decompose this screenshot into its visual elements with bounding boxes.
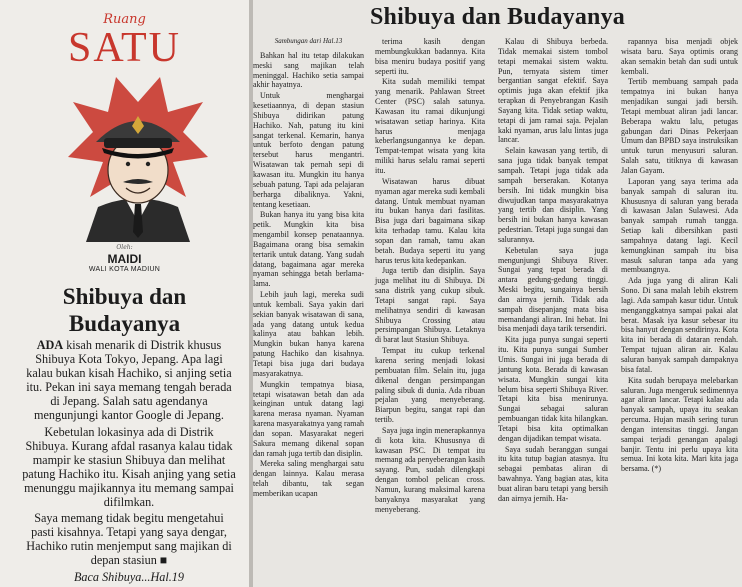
- article-column-4: [621, 37, 738, 475]
- article-paragraph: Bukan hanya itu yang bisa kita petik. Mungkin kita bisa mengambil konsep penataannya. Bagaimana orang bisa semakin tertarik untuk datang. Yang sudah datang, bagaimana agar mereka nyaman sehingga betah berlama-lama.: [253, 210, 364, 289]
- section-title: SATU: [67, 25, 182, 71]
- article-paragraph: terima kasih dengan membungkukkan badannya. Kita bisa meniru budaya positif yang seperti itu.: [375, 37, 485, 76]
- article-paragraph: Kalau di Shibuya berbeda. Tidak memakai sistem tombol tetapi memakai sistem waktu. Pun, ternyata sistem timer bergantian sangat efektif. Saya optimis juga akan efektif jika terapkan di Penyebrangan Kasih Sayang kita. Tidak setiap waktu, tetapi di jam ramai saja. Pejalan kaki nyaman, arus lalu lintas juga lancar.: [498, 37, 608, 145]
- article-column-3: [498, 37, 608, 505]
- left-column-panel: [0, 0, 249, 587]
- article-paragraph: Wisatawan harus dibuat nyaman agar mereka sudi kembali datang. Untuk membuat nyaman itu bukan hanya dari fasilitas. Bisa juga dari bagaimana sikap kita terhadap tamu. Kalau kita sopan dan ramah, tamu akan betah. Budaya seperti itu yang harus terus kita kedepankan.: [375, 176, 485, 265]
- lead-paragraphs: [22, 338, 236, 586]
- article-paragraph: rapannya bisa menjadi objek wisata baru. Saya optimis orang akan semakin betah dan sudi untuk kembali.: [621, 37, 738, 76]
- end-mark-icon: ■: [159, 553, 168, 568]
- author-name: MAIDI: [107, 252, 142, 266]
- article-column-1: [253, 37, 364, 500]
- author-role: WALI KOTA MADIUN: [88, 266, 161, 273]
- cap-band: [104, 138, 172, 148]
- column-headline: [0, 283, 249, 337]
- continued-from-label: Sambungan dari Hal.13: [274, 37, 343, 45]
- article-paragraph: Mungkin tempatnya biasa, tetapi wisatawan betah dan ada keinginan untuk datang lagi karena merasa nyaman. Nyaman karena masyarakatnya yang ramah dan sopan. Masyarakat negeri Sakura memang dikenal sopan dan ramah juga tertib dan disiplin.: [253, 379, 364, 458]
- article-paragraph: Saya sudah beranggan sungai itu kita tutup bagian atasnya. Itu sebagai pembatas aliran di bawahnya. Yang bagian atas, kita buat aliran baru tetapi yang bersih dan airnya jernih. Ha-: [498, 444, 608, 503]
- lead-paragraph-3: [22, 511, 236, 567]
- article-column-2: [375, 37, 485, 516]
- author-caricature-illustration: [68, 72, 208, 242]
- headline-line-2: Budayanya: [68, 311, 181, 336]
- headline-line-1: Shibuya dan: [62, 284, 187, 309]
- article-paragraph: Tempat itu cukup terkenal karena sering menjadi lokasi pembuatan film. Selain itu, juga dikenal dengan persimpangan paling sibuk di dunia. Ada ribuan pejalan yang menyeberang. Biarpun begitu, sangat rapi dan tertib.: [375, 346, 485, 425]
- lead-paragraph-2: Kebetulan lokasinya ada di Distrik Shibuya. Kurang afdal rasanya kalau tidak mampir ke stasiun Shibuya dan melihat patung Hachiko itu. Kisah anjing yang setia menunggu majikannya itu memang sampai difilmkan.: [22, 424, 236, 510]
- article-paragraph: Tertib membuang sampah pada tempatnya ini bukan hanya menjadikan sungai jadi bersih. Tetapi membuat aliran jadi lancar. Beberapa waktu lalu, petugas gabungan dari Dinas Pekerjaan Umum dan BPBD saya instruksikan untuk turun menyusuri saluran. Salah satu, titiknya di kawasan Jalan Gayam.: [621, 77, 738, 175]
- eye-left: [126, 162, 130, 166]
- continued-article-panel: [253, 0, 742, 587]
- article-paragraph: Ada juga yang di aliran Kali Sono. Di sana malah lebih ekstrem lagi. Ada sampah kasur tidur. Untuk menganggkatnya sampai pakai alat berat. Masak iya kasur sebesar itu bisa hanyut dengan sendirinya. Kota kita ini berada di dataran rendah. Tempat tujuan aliran air. Kalau saluran banyak sampah dampaknya bisa fatal.: [621, 276, 738, 374]
- article-paragraph: Lebih jauh lagi, mereka sudi untuk kembali. Saya yakin dari sekian banyak wisatawan di sana, ada yang datang untuk kedua kalinya atau bahkan lebih. Mungkin bukan hanya karena patung Hachiko dan kisahnya. Tetapi bisa juga dari budaya masyarakatnya.: [253, 290, 364, 378]
- byline-prefix: Oleh:: [116, 244, 133, 251]
- paragraph-text: kisah menarik di Distrik khusus Shibuya Kota Tokyo, Jepang. Apa lagi kalau bukan kisah Hachiko, si anjing setia itu. Pekan ini saya memang tengah berada di Jepang. Salah satu agendanya mengunjungi kantor Google di Jepang.: [26, 338, 232, 423]
- article-paragraph: Saya juga ingin menerapkannya di kota kita. Khususnya di kawasan PSC. Di tempat itu memang ada penyeberangan kasih sayang. Pun, sudah dilengkapi dengan tombol pelican cross. Namun, kurang maksimal karena banyaknya masyarakat yang menyeberang.: [375, 425, 485, 514]
- lead-paragraph-1: [22, 338, 236, 423]
- lead-dropword: ADA: [36, 338, 64, 352]
- article-paragraph: Kita juga punya sungai seperti itu. Kita punya sungai Sumber Umis. Sungai ini juga berada di jantung kota. Berada di kawasan wisata. Mungkin sungai kita belum bisa seperti Shibuya River. Tetapi kita bisa menirunya. Sungai sebagai saluran pembuangan tidak kita hilangkan. Tetapi bisa kita optimalkan dengan dijadikan tempat wisata.: [498, 335, 608, 443]
- article-paragraph: Selain kawasan yang tertib, di sana juga tidak banyak tempat sampah. Tetapi juga tidak ada sampah berserakan. Kotanya bersih. Ini tidak mungkin bisa diwujudkan tanpa masyarakatnya yang tertib dan disiplin. Yang bersih ini bukan hanya kawasan pedestrian. Tetapi juga sungai dan salurannya.: [498, 146, 608, 244]
- section-kicker: Ruang: [103, 12, 146, 27]
- article-paragraph: Kebetulan saya juga mengunjungi Shibuya River. Sungai yang tepat berada di antara gedung-gedung tinggi. Meski begitu, sungainya bersih dan airnya jernih. Tidak ada sampah disepanjang mata bisa memandangi aliran. Ini hebat. Ini bisa menjadi daya tarik tersendiri.: [498, 245, 608, 334]
- article-title: Shibuya dan Budayanya: [369, 4, 625, 30]
- article-paragraph: Untuk menghargai kesetiaannya, di depan stasiun Shibuya didirikan patung Hachiko. Nah, patung itu kini sangat terkenal. Kemarin, hanya untuk berfoto dengan patung tersebut harus mengantri. Wisatawan tak pernah sepi di kawasan itu. Mungkin itu hanya sebuah patung. Tapi ada pelajaran berharga dibaliknya. Yakni, tentang kesetiaan.: [253, 91, 364, 209]
- article-paragraph: Kita sudah memiliki tempat yang menarik. Pahlawan Street Center (PSC) salah satunya. Kawasan itu ramai dikunjungi wisatawan setiap harinya. Kita harus menjaga keberlangsungannya ke depan. Tempat-tempat wisata yang kita miliki harus selalu ramai seperti itu.: [375, 77, 485, 175]
- article-paragraph: Kita sudah berupaya melebarkan saluran. Juga mengeruk sedimennya agar aliran lancar. Tetapi kalau ada banyak sampah, upaya itu seakan percuma. Hujan masih sering turun dengan intensitas tinggi. Jangan sampai terjadi genangan apalagi banjir. Tentu ini perlu upaya kita semua. Ini kota kita. Mari kita jaga bersama. (*): [621, 375, 738, 474]
- article-paragraph: Juga tertib dan disiplin. Saya juga melihat itu di Shibuya. Di sana distrik yang cukup sibuk. Tetapi sangat rapi. Saya melihatnya sendiri di kawasan Shibuya Crossing atau persimpangan Shibuya. Letaknya di barat laut Stasiun Shibuya.: [375, 266, 485, 345]
- eye-right: [146, 162, 150, 166]
- article-paragraph: Bahkan hal itu tetap dilakukan meski sang majikan telah meninggal. Hachiko setia sampai akhir hayatnya.: [253, 50, 364, 90]
- article-paragraph: Laporan yang saya terima ada banyak sampah di saluran itu. Khususnya di saluran yang berada di kawasan Jalan Sulawesi. Ada banyak sampah rumah tangga. Setiap kali dibersihkan pasti sampahnya datang lagi. Kecil kemungkinan sampah itu bisa masuk saluran tanpa ada yang membuangnya.: [621, 176, 738, 275]
- continuation-link: Baca Shibuya...Hal.19: [73, 569, 184, 584]
- paragraph-text: Saya memang tidak begitu mengetahui pasti kisahnya. Tetapi yang saya dengar, Hachiko rutin menjemput sang majikan di depan stasiun: [26, 511, 232, 568]
- article-paragraph: Mereka saling menghargai satu dengan lainnya. Kalau merasa telah dibantu, tak segan memberikan ucapan: [253, 459, 364, 498]
